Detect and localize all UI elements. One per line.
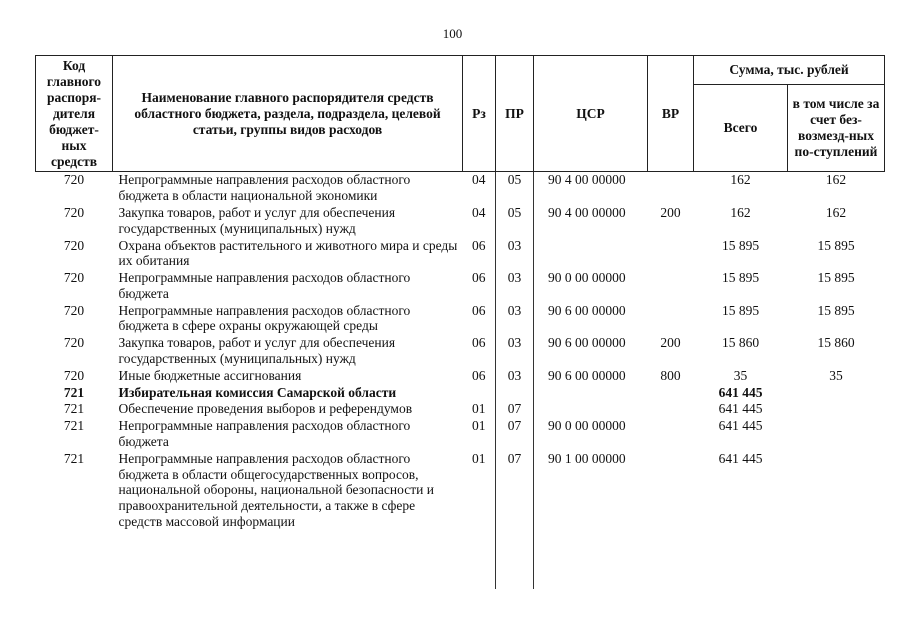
row-code: 720 [63, 367, 85, 383]
row-vr [648, 238, 694, 271]
row-vr [648, 385, 694, 402]
row-pr: 05 [496, 205, 534, 238]
row-vr [648, 270, 694, 303]
row-rz: 06 [472, 302, 486, 318]
header-csr: ЦСР [534, 56, 648, 172]
row-csr [534, 401, 648, 418]
row-csr [534, 238, 648, 271]
row-total: 15 860 [721, 335, 760, 351]
row-total: 15 895 [721, 270, 760, 286]
header-vr: ВР [648, 56, 694, 172]
row-gratuitous: 15 895 [817, 270, 855, 286]
row-csr [534, 385, 648, 402]
row-name: Закупка товаров, работ и услуг для обеспечения государственных (муниципальных) нужд [118, 205, 396, 236]
row-code: 720 [63, 270, 85, 286]
row-total: 35 [733, 367, 748, 383]
table-body [36, 172, 885, 589]
row-total: 641 445 [718, 384, 763, 400]
row-vr [648, 418, 694, 451]
row-vr: 800 [660, 367, 681, 383]
row-vr: 200 [660, 205, 681, 221]
table-row [36, 335, 885, 368]
filler-cell [694, 531, 788, 589]
row-name: Непрограммные направления расходов областного бюджета [118, 418, 411, 449]
row-csr: 90 0 00 00000 [534, 418, 648, 451]
row-rz: 01 [472, 418, 486, 434]
row-name: Обеспечение проведения выборов и референдумов [118, 401, 413, 417]
row-name: Иные бюджетные ассигнования [118, 367, 302, 383]
table-row [36, 418, 885, 451]
row-total: 641 445 [718, 401, 763, 417]
row-pr: 07 [496, 418, 534, 451]
row-rz: 06 [472, 237, 486, 253]
table-row [36, 368, 885, 385]
table-row [36, 205, 885, 238]
row-name: Непрограммные направления расходов областного бюджета [118, 270, 411, 301]
row-rz: 06 [472, 367, 486, 383]
row-csr: 90 4 00 00000 [534, 205, 648, 238]
row-rz: 06 [472, 335, 486, 351]
row-code: 721 [63, 401, 85, 417]
row-name: Непрограммные направления расходов областного бюджета в области национальной экономики [118, 172, 411, 204]
header-rz: Рз [463, 56, 496, 172]
row-name: Охрана объектов растительного и животного мира и среды их обитания [118, 237, 458, 269]
row-code: 721 [63, 384, 85, 400]
row-pr: 03 [496, 270, 534, 303]
row-gratuitous [788, 385, 885, 402]
row-csr: 90 6 00 00000 [534, 335, 648, 368]
row-pr: 07 [496, 451, 534, 531]
row-gratuitous: 35 [829, 367, 843, 383]
header-total: Всего [694, 85, 788, 172]
table-filler-row [36, 531, 885, 589]
row-rz: 01 [472, 401, 486, 417]
row-csr: 90 4 00 00000 [534, 172, 648, 205]
row-total: 15 895 [721, 237, 760, 253]
row-gratuitous [788, 401, 885, 418]
table-row [36, 385, 885, 402]
filler-cell [788, 531, 885, 589]
filler-cell [496, 531, 534, 589]
row-vr [648, 451, 694, 531]
row-total: 15 895 [721, 302, 760, 318]
row-gratuitous: 162 [825, 205, 847, 221]
budget-table [35, 55, 885, 589]
page-number: 100 [442, 26, 463, 41]
row-vr [648, 303, 694, 336]
table-row [36, 172, 885, 205]
row-pr: 07 [496, 401, 534, 418]
row-pr: 03 [496, 335, 534, 368]
table-header [36, 56, 885, 172]
row-code: 720 [63, 302, 85, 318]
row-total: 641 445 [718, 450, 763, 466]
header-gratuitous: в том числе за счет без-возмезд-ных по-ступлений [788, 85, 885, 172]
row-gratuitous: 15 860 [817, 335, 855, 351]
filler-cell [36, 531, 113, 589]
row-code: 720 [63, 205, 85, 221]
row-code: 720 [63, 172, 85, 188]
table-row [36, 451, 885, 531]
row-gratuitous [788, 451, 885, 531]
row-csr: 90 1 00 00000 [534, 451, 648, 531]
row-rz [463, 385, 496, 402]
row-rz: 04 [472, 205, 486, 221]
row-vr [648, 172, 694, 205]
row-name: Закупка товаров, работ и услуг для обеспечения государственных (муниципальных) нужд [118, 335, 396, 367]
row-rz: 01 [472, 450, 486, 466]
row-gratuitous [788, 418, 885, 451]
row-vr: 200 [660, 335, 681, 351]
row-code: 721 [63, 450, 85, 466]
row-csr: 90 6 00 00000 [534, 368, 648, 385]
row-code: 720 [63, 335, 85, 351]
row-name: Непрограммные направления расходов областного бюджета в области общегосударственных вопросов, национальной обороны, национальной безопасности и правоохранительной деятельности, а также в сфере средств массовой информации [118, 450, 434, 529]
header-pr: ПР [496, 56, 534, 172]
row-rz: 04 [472, 172, 486, 188]
row-name: Избирательная комиссия Самарской области [118, 384, 397, 400]
filler-cell [113, 531, 463, 589]
row-pr: 03 [496, 368, 534, 385]
row-name: Непрограммные направления расходов областного бюджета в сфере охраны окружающей среды [118, 302, 411, 334]
table-row [36, 238, 885, 271]
row-pr: 03 [496, 238, 534, 271]
row-pr [496, 385, 534, 402]
row-pr: 05 [496, 172, 534, 205]
row-gratuitous: 15 895 [817, 302, 855, 318]
row-csr: 90 6 00 00000 [534, 303, 648, 336]
filler-cell [534, 531, 648, 589]
row-total: 641 445 [718, 418, 763, 434]
table-row [36, 401, 885, 418]
row-gratuitous: 15 895 [817, 237, 855, 253]
header-sum-group: Сумма, тыс. рублей [694, 56, 885, 85]
row-total: 162 [730, 172, 751, 188]
header-code: Код главного распоря-дителя бюджет-ных средств [36, 56, 113, 172]
row-code: 720 [63, 237, 85, 253]
row-gratuitous: 162 [825, 172, 847, 188]
row-pr: 03 [496, 303, 534, 336]
row-rz: 06 [472, 270, 486, 286]
row-vr [648, 401, 694, 418]
row-total: 162 [730, 205, 751, 221]
row-csr: 90 0 00 00000 [534, 270, 648, 303]
header-name: Наименование главного распорядителя средств областного бюджета, раздела, подраздела, целевой статьи, группы видов расходов [113, 56, 463, 172]
table-row [36, 270, 885, 303]
row-code: 721 [63, 418, 85, 434]
table-row [36, 303, 885, 336]
filler-cell [463, 531, 496, 589]
filler-cell [648, 531, 694, 589]
